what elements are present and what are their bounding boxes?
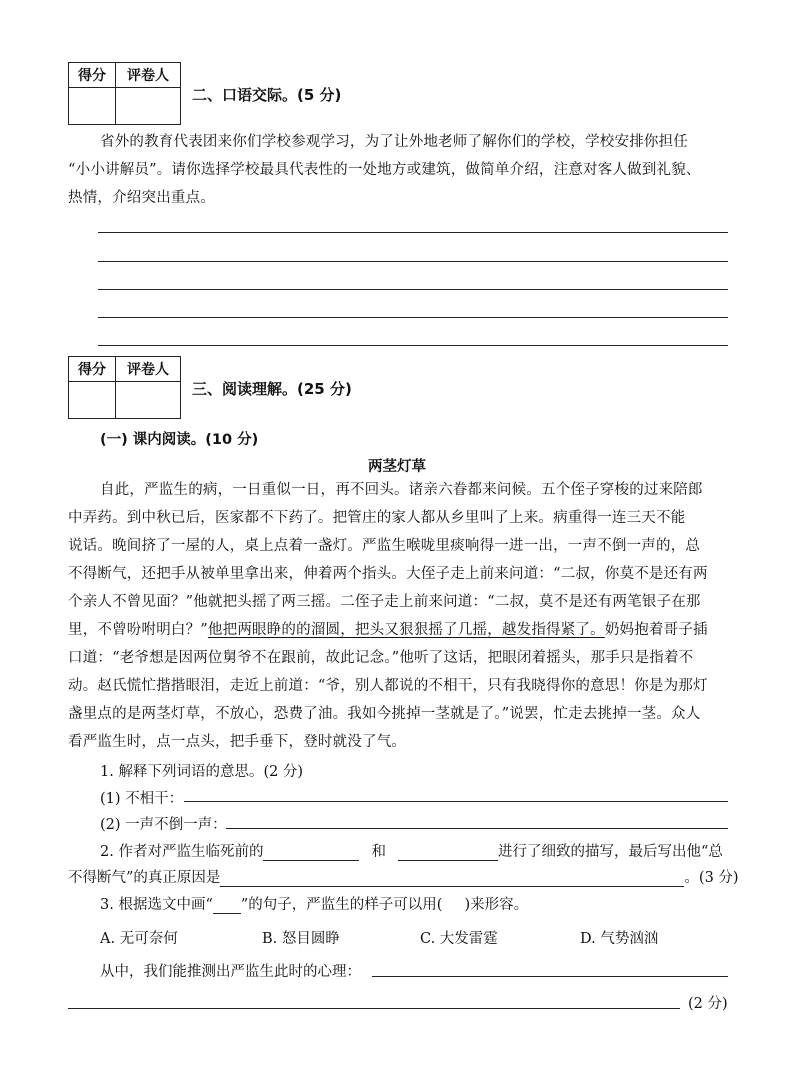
subsection-title: (一) 课内阅读。(10 分) — [100, 432, 259, 448]
score-table-section3 — [68, 356, 181, 419]
question-text: 。(3 分) — [684, 870, 739, 886]
passage-line: 看严监生时，点一点头，把手垂下，登时就没了气。 — [68, 734, 407, 750]
question-text: 2. 作者对严监生临死前的 — [100, 844, 264, 860]
question-1b: (2) 一声不倒一声： — [100, 817, 227, 833]
passage-line: 说话。晚间挤了一屋的人，桌上点着一盏灯。严监生喉咙里痰响得一进一出，一声不倒一声的，总 — [68, 538, 701, 554]
answer-line[interactable] — [226, 828, 728, 829]
passage-text: 奶妈抱着哥子插 — [604, 622, 708, 638]
answer-line[interactable] — [184, 801, 728, 802]
question-text: 和 — [371, 844, 386, 860]
answer-line[interactable] — [98, 289, 728, 290]
grader-header: 评卷人 — [116, 357, 181, 382]
section3-title: 三、阅读理解。(25 分) — [192, 380, 352, 398]
question-text: )来形容。 — [464, 897, 529, 913]
underlined-sentence: 他把两眼睁的的溜圆，把头又狠狠摇了几摇，越发指得紧了。 — [207, 622, 605, 638]
score-cell[interactable] — [69, 88, 116, 125]
section2-prompt-line1: 省外的教育代表团来你们学校参观学习，为了让外地老师了解你们的学校，学校安排你担任 — [100, 134, 688, 150]
question-text: 3. 根据选文中画“ — [100, 897, 213, 913]
question-1: 1. 解释下列词语的意思。(2 分) — [100, 764, 304, 780]
answer-line[interactable] — [98, 317, 728, 318]
question-text: 不得断气”的真正原因是 — [68, 870, 221, 886]
blank-input[interactable] — [263, 842, 359, 861]
section2-prompt-line3: 热情，介绍突出重点。 — [68, 190, 215, 206]
option-b[interactable]: B. 怒目圆睁 — [262, 931, 340, 947]
question-2 — [100, 840, 723, 861]
underline-sample — [213, 895, 241, 914]
option-c[interactable]: C. 大发雷霆 — [420, 931, 498, 947]
score-header: 得分 — [69, 63, 116, 88]
blank-input[interactable] — [220, 868, 684, 887]
blank-input[interactable] — [398, 842, 498, 861]
answer-line[interactable] — [98, 232, 728, 233]
question-1a: (1) 不相干： — [100, 791, 184, 807]
passage-line: 盏里点的是两茎灯草，不放心，恐费了油。我如今挑掉一茎就是了。”说罢，忙走去挑掉一茎。众人 — [68, 706, 701, 722]
option-d[interactable]: D. 气势汹汹 — [580, 931, 659, 947]
score-table-section2 — [68, 62, 181, 125]
section2-title: 二、口语交际。(5 分) — [192, 86, 342, 104]
passage-line: 中弄药。到中秋已后，医家都不下药了。把管庄的家人都从乡里叫了上来。病重得一连三天不能 — [68, 510, 686, 526]
passage-line: 不得断气，还把手从被单里拿出来，伸着两个指头。大侄子走上前来问道：“二叔，你莫不是还有两 — [68, 566, 708, 582]
score-header: 得分 — [69, 357, 116, 382]
question-text: 进行了细致的描写，最后写出他“总 — [497, 844, 723, 860]
passage-title: 两茎灯草 — [368, 459, 426, 475]
section2-prompt-line2: “小小讲解员”。请你选择学校最具代表性的一处地方或建筑，做简单介绍，注意对客人做到礼貌、 — [68, 162, 701, 178]
question-text: ”的句子，严监生的样子可以用( — [240, 897, 443, 913]
answer-line[interactable] — [98, 261, 728, 262]
answer-line[interactable] — [372, 976, 728, 977]
passage-line: 自此，严监生的病，一日重似一日，再不回头。诸亲六眷都来问候。五个侄子穿梭的过来陪郎 — [100, 482, 703, 498]
question-3-follow: 从中，我们能推测出严监生此时的心理： — [100, 964, 361, 980]
grader-header: 评卷人 — [116, 63, 181, 88]
question-3-score: (2 分) — [688, 996, 728, 1012]
answer-line[interactable] — [68, 1008, 680, 1009]
question-3 — [100, 893, 528, 914]
passage-line: 个亲人不曾见面？”他就把头摇了两三摇。二侄子走上前来问道：“二叔，莫不是还有两笔银子在那 — [68, 594, 701, 610]
question-2-cont — [68, 866, 739, 887]
grader-cell[interactable] — [116, 382, 181, 419]
grader-cell[interactable] — [116, 88, 181, 125]
passage-line: 口道：“老爷想是因两位舅爷不在跟前，故此记念。”他听了这话，把眼闭着摇头，那手只是指着不 — [68, 650, 694, 666]
score-cell[interactable] — [69, 382, 116, 419]
passage-text: 里，不曾吩咐明白？” — [68, 622, 208, 638]
answer-line[interactable] — [98, 345, 728, 346]
passage-line — [68, 616, 708, 645]
passage-line: 动。赵氏慌忙揩揩眼泪，走近上前道：“爷，别人都说的不相干，只有我晓得你的意思！你是为那灯 — [68, 678, 708, 694]
option-a[interactable]: A. 无可奈何 — [100, 931, 178, 947]
